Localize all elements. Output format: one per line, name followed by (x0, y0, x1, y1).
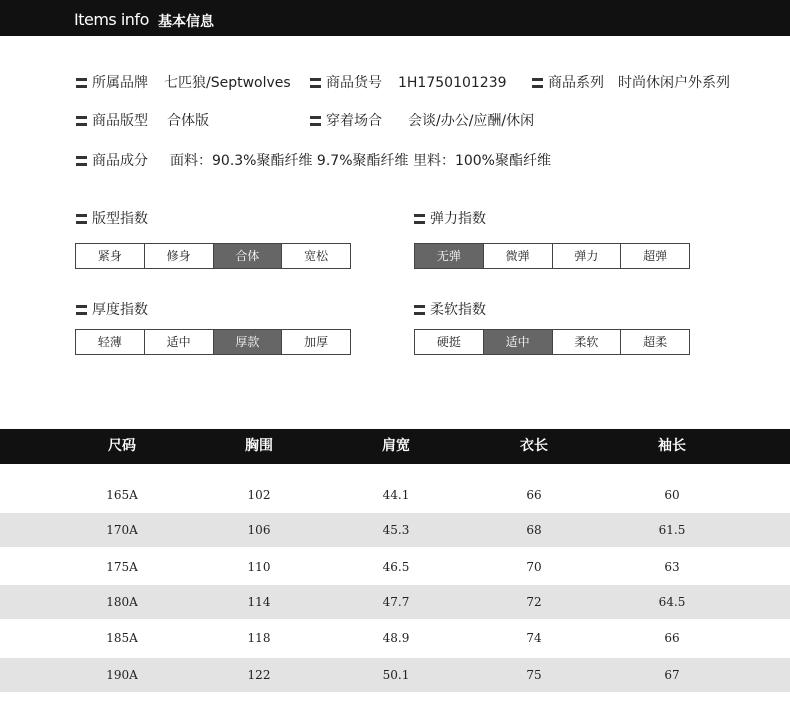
table-cell: 110 (247, 560, 271, 574)
scale-option: 加厚 (304, 335, 329, 349)
list-mark-icon (414, 305, 425, 315)
table-cell: 170A (106, 523, 138, 537)
scale-option: 合体 (214, 244, 283, 268)
list-mark-icon (76, 116, 87, 126)
scale-option: 修身 (145, 244, 214, 268)
list-mark-icon (414, 214, 425, 224)
info-series-value: 时尚休闲户外系列 (618, 75, 730, 91)
scale-option: 厚款 (214, 330, 283, 354)
scale-option: 硬挺 (415, 330, 484, 354)
info-occasion (310, 110, 534, 130)
table-cell: 185A (106, 631, 138, 645)
info-sku-label: 商品货号 (326, 75, 382, 91)
info-occasion-label: 穿着场合 (326, 113, 382, 129)
table-cell: 68 (526, 523, 542, 537)
column-header-length: 衣长 (520, 438, 548, 454)
info-fit-label: 商品版型 (92, 113, 148, 129)
info-brand-label: 所属品牌 (92, 75, 148, 91)
scale-option: 宽松 (304, 249, 329, 263)
table-cell: 47.7 (382, 595, 410, 609)
table-cell: 175A (106, 560, 138, 574)
scale-option: 适中 (484, 330, 553, 354)
scale-option: 适中 (145, 330, 214, 354)
info-series (532, 72, 730, 92)
table-row (0, 585, 790, 619)
info-fit (76, 110, 209, 130)
table-cell: 118 (247, 631, 271, 645)
table-cell: 180A (106, 595, 138, 609)
table-cell: 63 (664, 560, 680, 574)
scale-softness-title: 柔软指数 (430, 302, 486, 318)
table-cell: 190A (106, 668, 138, 682)
scale-option: 微弹 (484, 244, 553, 268)
page-subtitle: 基本信息 (158, 14, 214, 30)
info-sku-value: 1H1750101239 (398, 75, 507, 91)
info-occasion-value: 会谈/办公/应酬/休闲 (408, 113, 535, 129)
table-row (0, 621, 790, 655)
table-cell: 70 (526, 560, 542, 574)
scale-fit-title: 版型指数 (92, 211, 148, 227)
list-mark-icon (76, 305, 87, 315)
table-cell: 106 (247, 523, 271, 537)
scale-thickness (75, 329, 351, 355)
scale-option: 紧身 (76, 244, 145, 268)
info-material (76, 150, 551, 170)
scale-option: 轻薄 (76, 330, 145, 354)
list-mark-icon (76, 156, 87, 166)
info-brand (76, 72, 291, 92)
table-cell: 122 (247, 668, 271, 682)
info-material-value: 面料：90.3%聚酯纤维 9.7%聚酯纤维 里料：100%聚酯纤维 (170, 153, 551, 169)
page-title: Items info (74, 10, 149, 29)
table-row (0, 658, 790, 692)
table-cell: 66 (526, 488, 542, 502)
table-cell: 46.5 (382, 560, 410, 574)
scale-elasticity-title: 弹力指数 (430, 211, 486, 227)
table-cell: 67 (664, 668, 680, 682)
info-brand-value: 七匹狼/Septwolves (164, 75, 291, 91)
scale-option: 无弹 (415, 244, 484, 268)
column-header-size: 尺码 (108, 438, 136, 454)
scale-fit (75, 243, 351, 269)
info-material-label: 商品成分 (92, 153, 148, 169)
table-cell: 44.1 (382, 488, 410, 502)
table-cell: 64.5 (658, 595, 686, 609)
scale-elasticity (414, 243, 690, 269)
table-cell: 50.1 (382, 668, 410, 682)
header-bar (0, 0, 790, 36)
scale-title-softness (414, 299, 486, 319)
list-mark-icon (310, 116, 321, 126)
table-cell: 72 (526, 595, 542, 609)
scale-option: 超柔 (643, 335, 668, 349)
scale-option: 超弹 (643, 249, 668, 263)
scale-option: 弹力 (553, 244, 622, 268)
scale-title-thickness (76, 299, 148, 319)
list-mark-icon (76, 78, 87, 88)
table-cell: 66 (664, 631, 680, 645)
table-cell: 75 (526, 668, 542, 682)
table-cell: 74 (526, 631, 542, 645)
table-row (0, 478, 790, 512)
scale-thickness-title: 厚度指数 (92, 302, 148, 318)
table-cell: 48.9 (382, 631, 410, 645)
table-cell: 102 (247, 488, 271, 502)
table-cell: 61.5 (658, 523, 686, 537)
list-mark-icon (310, 78, 321, 88)
table-cell: 45.3 (382, 523, 410, 537)
column-header-chest: 胸围 (245, 438, 273, 454)
column-header-shoulder: 肩宽 (382, 438, 410, 454)
info-fit-value: 合体版 (167, 113, 209, 129)
info-series-label: 商品系列 (548, 75, 604, 91)
table-cell: 114 (247, 595, 271, 609)
scale-title-elasticity (414, 208, 486, 228)
table-row (0, 513, 790, 547)
column-header-sleeve: 袖长 (658, 438, 686, 454)
table-row (0, 550, 790, 584)
scale-title-fit (76, 208, 148, 228)
list-mark-icon (532, 78, 543, 88)
table-cell: 165A (106, 488, 138, 502)
table-cell: 60 (664, 488, 680, 502)
info-sku (310, 72, 507, 92)
scale-option: 柔软 (553, 330, 622, 354)
scale-softness (414, 329, 690, 355)
list-mark-icon (76, 214, 87, 224)
size-table-header (0, 429, 790, 464)
